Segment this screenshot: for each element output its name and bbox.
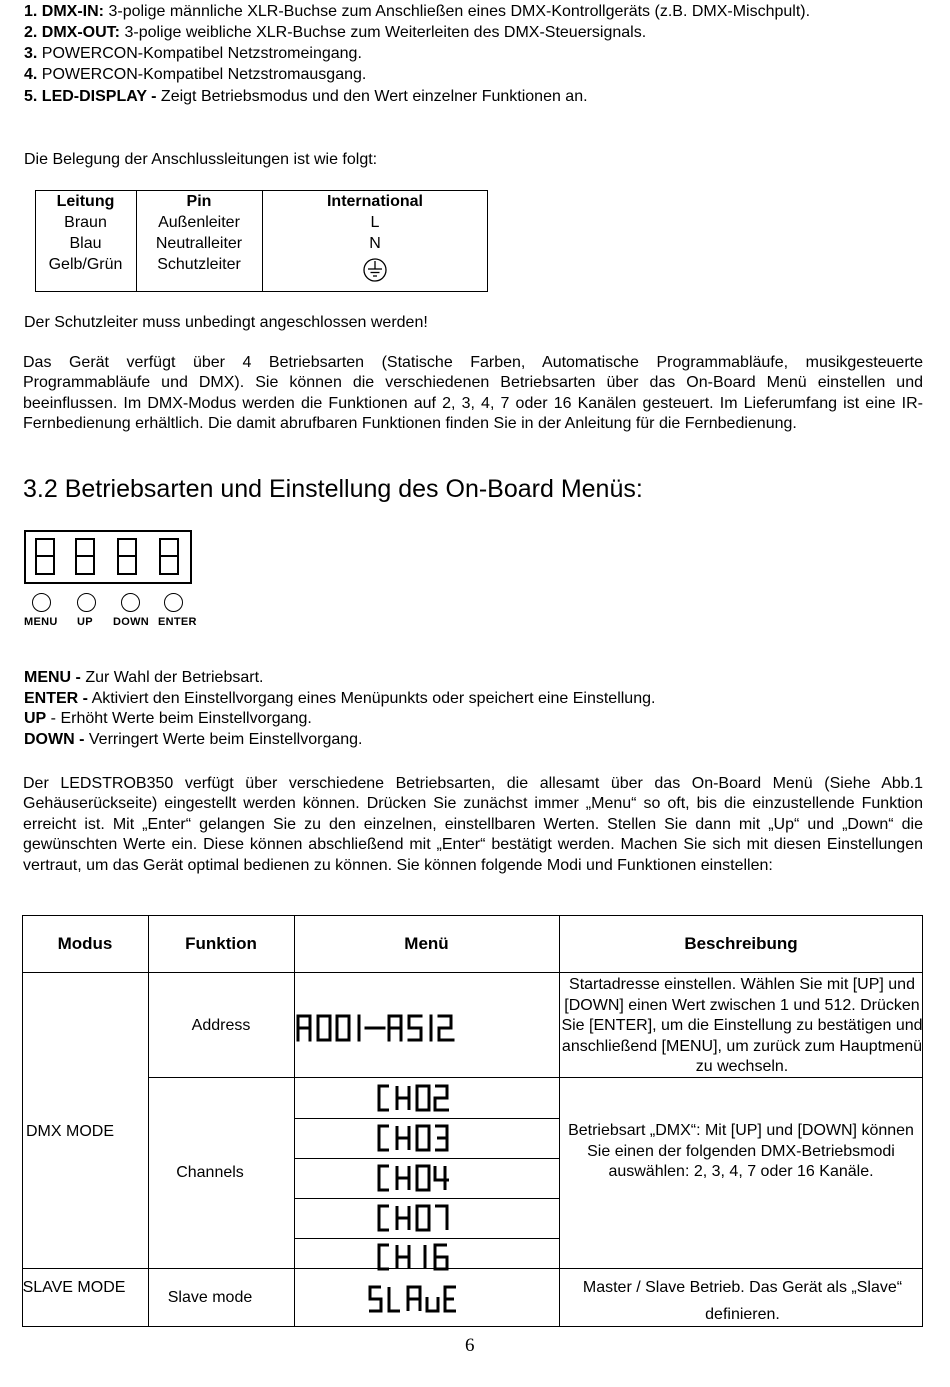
slave-mode-label: SLAVE MODE	[22, 1279, 126, 1296]
menu-paragraph: Der LEDSTROB350 verfügt über verschiedene Betriebsarten, die allesamt über das On-Board Menü (Siehe Abb.1 Gehäuserückseite) eingestellt werden können. Drücken Sie zunächst immer „Menu“ so oft, bis die einzustellende Funktion erreicht ist. Mit „Enter“ gelangen Sie zu den einzelnen, einstellbaren Werten. Stellen Sie dann mit „Up“ und „Down“ die gewünschten Werte ein. Diese können abschließend mit „Enter“ bestätigt werden. Machen Sie sich mit diesen Einstellungen vertraut, um das Gerät optimal bedienen zu können. Sie können folgende Modi und Funktionen einstellen:	[23, 775, 923, 874]
channels-description: Betriebsart „DMX“: Mit [UP] und [DOWN] können Sie einen der folgenden DMX-Betriebsmodi auswählen: 2, 3, 4, 7 oder 16 Kanäle.	[568, 1122, 914, 1180]
connector-item: 1. DMX-IN: 3-polige männliche XLR-Buchse zum Anschließen eines DMX-Kontrollgeräts (z.B. DMX-Mischpult).	[24, 3, 811, 20]
ch16-lcd-graphic	[377, 1243, 457, 1271]
slave-description: Master / Slave Betrieb. Das Gerät als „Slave“ definieren.	[582, 1279, 903, 1323]
dmx-mode-label: DMX MODE	[26, 1123, 114, 1140]
button-desc: DOWN - Verringert Werte beim Einstellvorgang.	[24, 731, 363, 748]
menu-button-icon	[32, 593, 51, 612]
ch04-lcd-graphic	[377, 1164, 457, 1192]
ch04-lcd	[377, 1164, 457, 1197]
slave-lcd-graphic	[368, 1285, 463, 1313]
section-title: 3.2 Betriebsarten und Einstellung des On-Board Menüs:	[23, 475, 643, 503]
connector-item: 2. DMX-OUT: 3-polige weibliche XLR-Buchse zum Weiterleiten des DMX-Steuersignals.	[24, 24, 647, 41]
connector-item: 4. POWERCON-Kompatibel Netzstromausgang.	[24, 66, 367, 83]
button-desc: ENTER - Aktiviert den Einstellvorgang eines Menüpunkts oder speichert eine Einstellung.	[24, 690, 656, 707]
ch03-lcd-graphic	[377, 1124, 457, 1152]
ch03-lcd	[377, 1124, 457, 1157]
ch07-lcd-graphic	[377, 1204, 457, 1232]
address-lcd	[296, 1013, 466, 1048]
earth-ground-icon	[362, 257, 388, 283]
header-beschreibung: Beschreibung	[684, 934, 798, 953]
enter-button-label: ENTER	[158, 616, 197, 628]
header-funktion: Funktion	[185, 934, 257, 953]
slave-lcd	[368, 1285, 463, 1318]
led-display-panel	[24, 530, 192, 584]
ch07-lcd	[377, 1204, 457, 1237]
address-lcd-graphic	[296, 1013, 466, 1043]
down-button-label: DOWN	[113, 616, 150, 628]
up-button-label: UP	[77, 616, 93, 628]
ch16-lcd	[377, 1243, 457, 1276]
down-button-icon	[121, 593, 140, 612]
connector-item: 3. POWERCON-Kompatibel Netzstromeingang.	[24, 45, 362, 62]
wiring-intro: Die Belegung der Anschlussleitungen ist wie folgt:	[24, 151, 378, 168]
ground-note: Der Schutzleiter muss unbedingt angeschlossen werden!	[24, 314, 428, 331]
channels-function: Channels	[176, 1164, 244, 1181]
button-desc: UP - Erhöht Werte beim Einstellvorgang.	[24, 710, 312, 727]
enter-button-icon	[164, 593, 183, 612]
up-button-icon	[77, 593, 96, 612]
wiring-table: Leitung Pin International Braun Außenleiter L Blau Neutralleiter N Gelb/Grün Schutzleiter	[35, 191, 488, 275]
header-menu: Menü	[404, 934, 449, 953]
seven-segment-display	[26, 532, 190, 582]
modes-paragraph: Das Gerät verfügt über 4 Betriebsarten (Statische Farben, Automatische Programmabläufe, musikgesteuerte Programmabläufe und DMX). Sie können die verschiedenen Betriebsarten über das On-Board Menü einstellen und beeinflussen. Im DMX-Modus werden die Funktionen auf 2, 3, 4, 7 oder 16 Kanälen gesteuert. Im Lieferumfang ist eine IR-Fernbedienung erhältlich. Die damit abrufbaren Funktionen finden Sie in der Anleitung für die Fernbedienung.	[23, 354, 923, 433]
connector-item: 5. LED-DISPLAY - Zeigt Betriebsmodus und den Wert einzelner Funktionen an.	[24, 88, 588, 105]
ch02-lcd-graphic	[377, 1084, 457, 1112]
address-function: Address	[191, 1017, 251, 1034]
header-modus: Modus	[57, 934, 113, 953]
page-number: 6	[465, 1335, 475, 1356]
ch02-lcd	[377, 1084, 457, 1117]
button-desc: MENU - Zur Wahl der Betriebsart.	[24, 669, 264, 686]
address-description: Startadresse einstellen. Wählen Sie mit [UP] und [DOWN] einen Wert zwischen 1 und 512. Drücken Sie [ENTER], um die Einstellung zu bestätigen und anschließend [MENU], um zurück zum Hauptmenü zu wechseln.	[561, 976, 923, 1075]
menu-button-label: MENU	[24, 616, 58, 628]
slave-function: Slave mode	[167, 1289, 253, 1306]
